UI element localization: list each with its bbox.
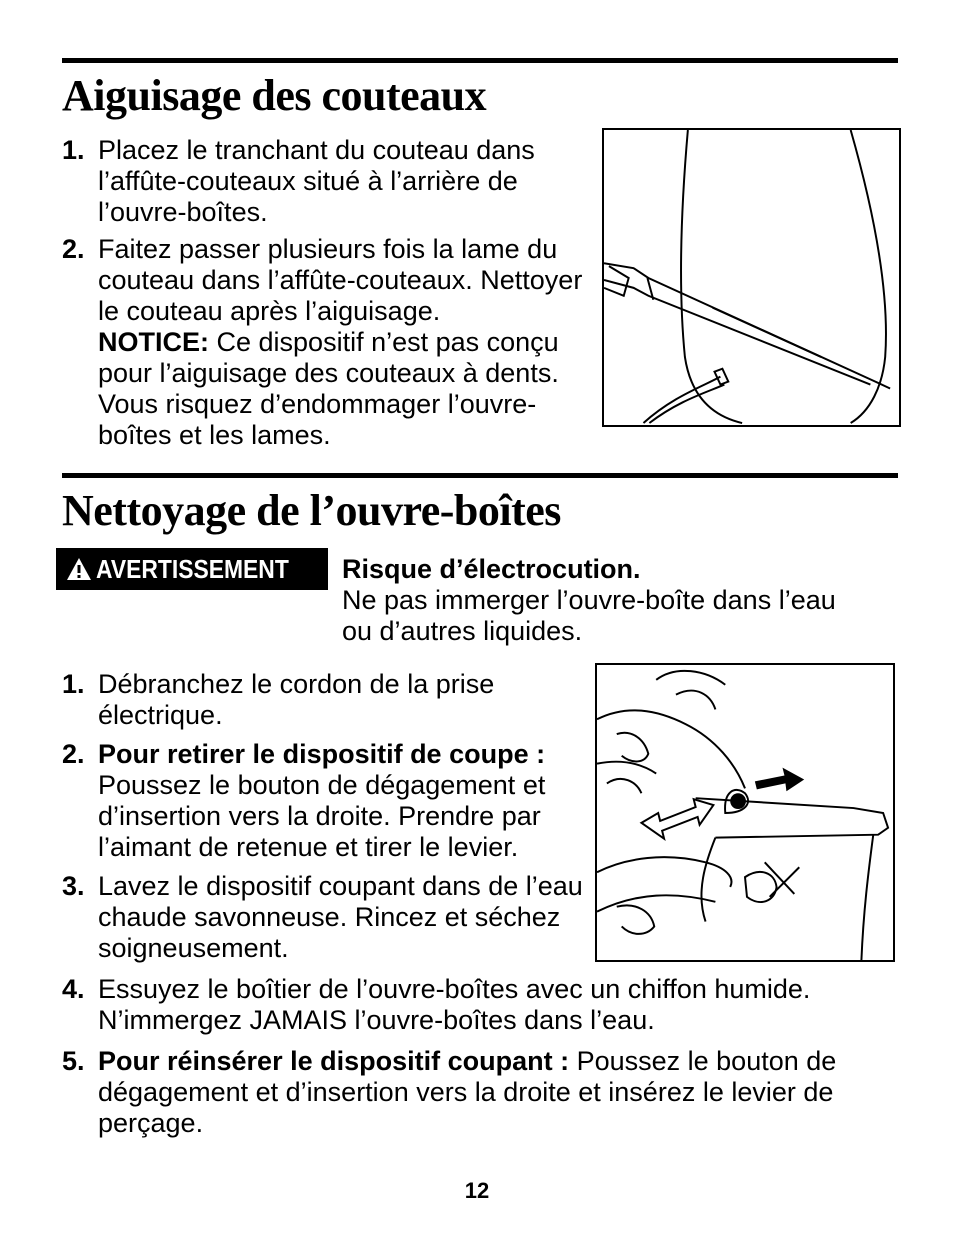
step-number: 1. bbox=[62, 135, 85, 165]
step-text: Essuyez le boîtier de l’ouvre-boîtes avec un chiffon humide. N’immergez JAMAIS l’ouvre-boîtes dans l’eau. bbox=[98, 974, 811, 1035]
notice-label: NOTICE: bbox=[98, 327, 209, 357]
notice-text: Ce dispositif n’est pas conçu pour l’aiguisage des couteaux à dents. Vous risquez d’endommager l’ouvre-boîtes et les lames. bbox=[98, 327, 559, 450]
step-number: 2. bbox=[62, 739, 85, 769]
step-text: Lavez le dispositif coupant dans de l’eau chaude savonneuse. Rincez et séchez soigneusement. bbox=[98, 871, 583, 963]
warning-label: AVERTISSEMENT bbox=[96, 553, 289, 584]
list-item bbox=[62, 974, 892, 1036]
step-number: 5. bbox=[62, 1046, 85, 1076]
warning-triangle-icon bbox=[66, 557, 92, 581]
warning-message bbox=[342, 554, 862, 647]
step-text: Poussez le bouton de dégagement et d’insertion vers la droite. Prendre par l’aimant de retenue et tirer le levier. bbox=[98, 770, 546, 862]
step-number: 4. bbox=[62, 974, 85, 1004]
step-bold-lead: Pour retirer le dispositif de coupe : bbox=[98, 739, 546, 769]
step-text: Faitez passer plusieurs fois la lame du couteau dans l’affûte-couteaux. Nettoyer le couteau après l’aiguisage. bbox=[98, 234, 583, 326]
page-number: 12 bbox=[464, 1178, 490, 1203]
cutter-removal-illustration bbox=[595, 663, 895, 962]
hands-removing-cutter-image bbox=[597, 665, 893, 960]
step-text: Débranchez le cordon de la prise électrique. bbox=[98, 669, 495, 730]
middle-rule bbox=[62, 473, 898, 478]
knife-sharpening-illustration bbox=[602, 128, 901, 427]
section-title-knife-sharpening: Aiguisage des couteaux bbox=[62, 71, 487, 120]
knife-sharpener-image bbox=[604, 130, 899, 425]
step-text: Poussez le bouton de dégagement et d’insertion vers la droite et insérez le levier de perçage. bbox=[98, 1046, 837, 1138]
list-item bbox=[62, 135, 607, 228]
warning-heading: Risque d’électrocution. bbox=[342, 554, 641, 584]
list-item bbox=[62, 234, 607, 451]
top-rule bbox=[62, 58, 898, 63]
step-bold-lead: Pour réinsérer le dispositif coupant : bbox=[98, 1046, 570, 1076]
step-number: 3. bbox=[62, 871, 85, 901]
warning-text: Ne pas immerger l’ouvre-boîte dans l’eau ou d’autres liquides. bbox=[342, 585, 836, 646]
knife-sharpening-steps bbox=[62, 135, 607, 451]
step-text: Placez le tranchant du couteau dans l’affûte-couteaux situé à l’arrière de l’ouvre-boîtes. bbox=[98, 135, 535, 227]
section-title-cleaning: Nettoyage de l’ouvre-boîtes bbox=[62, 486, 561, 535]
list-item bbox=[62, 1046, 892, 1139]
step-number: 1. bbox=[62, 669, 85, 699]
step-number: 2. bbox=[62, 234, 85, 264]
warning-badge bbox=[56, 548, 328, 590]
